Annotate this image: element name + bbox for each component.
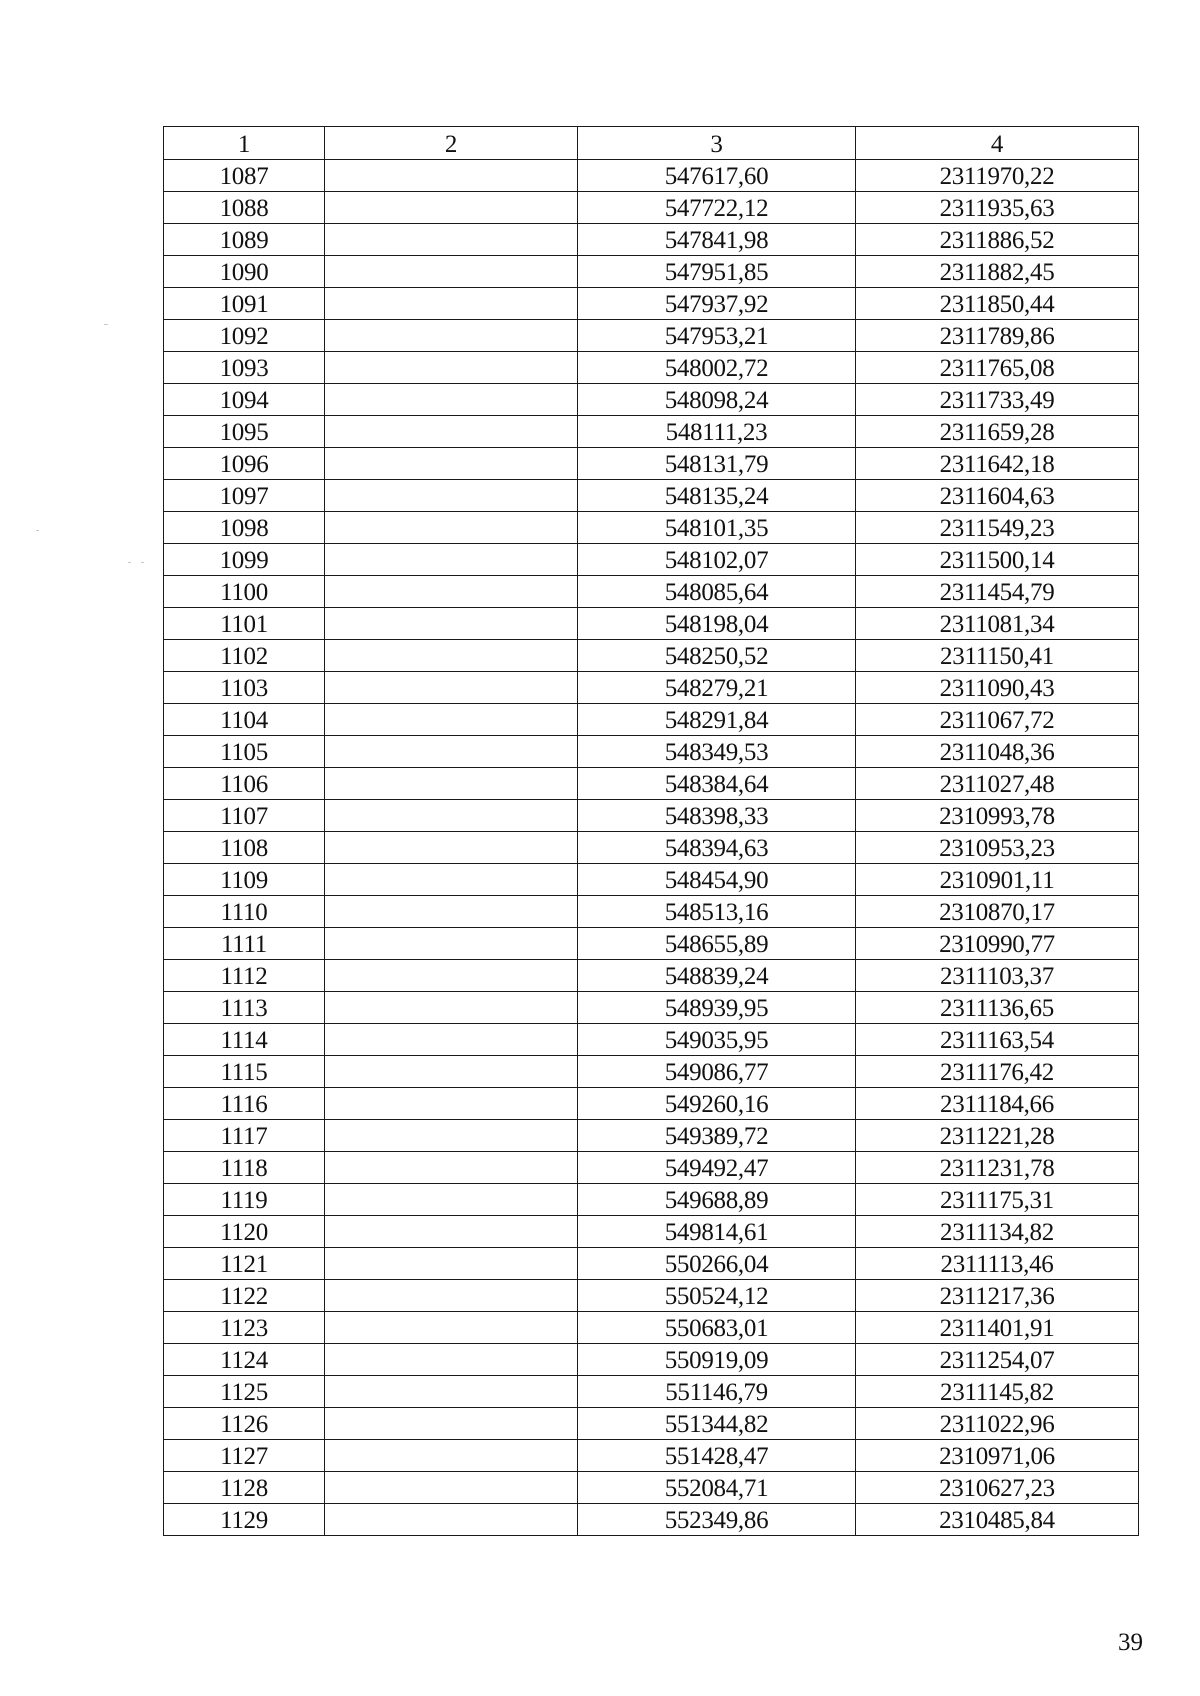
y-coordinate-cell: 2311882,45 bbox=[856, 256, 1139, 288]
y-coordinate-cell: 2311175,31 bbox=[856, 1184, 1139, 1216]
y-coordinate-cell: 2311022,96 bbox=[856, 1408, 1139, 1440]
table-row bbox=[164, 480, 1139, 512]
description-cell bbox=[325, 704, 578, 736]
y-coordinate-cell: 2311113,46 bbox=[856, 1248, 1139, 1280]
table-row bbox=[164, 992, 1139, 1024]
description-cell bbox=[325, 512, 578, 544]
description-cell bbox=[325, 1280, 578, 1312]
description-cell bbox=[325, 768, 578, 800]
x-coordinate-cell: 548655,89 bbox=[578, 928, 856, 960]
x-coordinate-cell: 550524,12 bbox=[578, 1280, 856, 1312]
y-coordinate-cell: 2311642,18 bbox=[856, 448, 1139, 480]
description-cell bbox=[325, 1472, 578, 1504]
point-number-cell: 1129 bbox=[164, 1504, 325, 1536]
description-cell bbox=[325, 1376, 578, 1408]
x-coordinate-cell: 548250,52 bbox=[578, 640, 856, 672]
x-coordinate-cell: 548394,63 bbox=[578, 832, 856, 864]
point-number-cell: 1128 bbox=[164, 1472, 325, 1504]
point-number-cell: 1096 bbox=[164, 448, 325, 480]
y-coordinate-cell: 2311217,36 bbox=[856, 1280, 1139, 1312]
point-number-cell: 1094 bbox=[164, 384, 325, 416]
point-number-cell: 1114 bbox=[164, 1024, 325, 1056]
column-header-2: 2 bbox=[325, 127, 578, 160]
y-coordinate-cell: 2311454,79 bbox=[856, 576, 1139, 608]
x-coordinate-cell: 549688,89 bbox=[578, 1184, 856, 1216]
y-coordinate-cell: 2311659,28 bbox=[856, 416, 1139, 448]
point-number-cell: 1101 bbox=[164, 608, 325, 640]
point-number-cell: 1109 bbox=[164, 864, 325, 896]
table-row bbox=[164, 1472, 1139, 1504]
description-cell bbox=[325, 800, 578, 832]
x-coordinate-cell: 548384,64 bbox=[578, 768, 856, 800]
table-row bbox=[164, 1408, 1139, 1440]
table-row bbox=[164, 960, 1139, 992]
table-row bbox=[164, 1216, 1139, 1248]
table-row bbox=[164, 416, 1139, 448]
y-coordinate-cell: 2311136,65 bbox=[856, 992, 1139, 1024]
point-number-cell: 1120 bbox=[164, 1216, 325, 1248]
y-coordinate-cell: 2311733,49 bbox=[856, 384, 1139, 416]
description-cell bbox=[325, 288, 578, 320]
scan-artifact bbox=[36, 530, 39, 531]
point-number-cell: 1098 bbox=[164, 512, 325, 544]
table-row bbox=[164, 384, 1139, 416]
y-coordinate-cell: 2311604,63 bbox=[856, 480, 1139, 512]
description-cell bbox=[325, 416, 578, 448]
x-coordinate-cell: 547841,98 bbox=[578, 224, 856, 256]
column-header-3: 3 bbox=[578, 127, 856, 160]
x-coordinate-cell: 548291,84 bbox=[578, 704, 856, 736]
description-cell bbox=[325, 480, 578, 512]
y-coordinate-cell: 2311231,78 bbox=[856, 1152, 1139, 1184]
table-row bbox=[164, 320, 1139, 352]
table-row bbox=[164, 576, 1139, 608]
description-cell bbox=[325, 1056, 578, 1088]
table-row bbox=[164, 896, 1139, 928]
table-row bbox=[164, 160, 1139, 192]
scan-artifact bbox=[141, 562, 144, 563]
description-cell bbox=[325, 672, 578, 704]
table-row bbox=[164, 928, 1139, 960]
x-coordinate-cell: 549260,16 bbox=[578, 1088, 856, 1120]
point-number-cell: 1103 bbox=[164, 672, 325, 704]
table-body bbox=[164, 160, 1139, 1536]
description-cell bbox=[325, 960, 578, 992]
description-cell bbox=[325, 1440, 578, 1472]
table-row bbox=[164, 1440, 1139, 1472]
point-number-cell: 1112 bbox=[164, 960, 325, 992]
description-cell bbox=[325, 448, 578, 480]
table-row bbox=[164, 1376, 1139, 1408]
x-coordinate-cell: 552084,71 bbox=[578, 1472, 856, 1504]
table-row bbox=[164, 256, 1139, 288]
table-header-row bbox=[164, 127, 1139, 160]
y-coordinate-cell: 2311176,42 bbox=[856, 1056, 1139, 1088]
description-cell bbox=[325, 832, 578, 864]
scan-artifact bbox=[128, 562, 131, 563]
point-number-cell: 1106 bbox=[164, 768, 325, 800]
x-coordinate-cell: 549814,61 bbox=[578, 1216, 856, 1248]
scan-artifact bbox=[104, 324, 108, 325]
x-coordinate-cell: 548454,90 bbox=[578, 864, 856, 896]
description-cell bbox=[325, 1312, 578, 1344]
description-cell bbox=[325, 352, 578, 384]
table-row bbox=[164, 1120, 1139, 1152]
y-coordinate-cell: 2311935,63 bbox=[856, 192, 1139, 224]
table-row bbox=[164, 512, 1139, 544]
point-number-cell: 1122 bbox=[164, 1280, 325, 1312]
y-coordinate-cell: 2310990,77 bbox=[856, 928, 1139, 960]
description-cell bbox=[325, 1408, 578, 1440]
description-cell bbox=[325, 640, 578, 672]
point-number-cell: 1108 bbox=[164, 832, 325, 864]
description-cell bbox=[325, 1504, 578, 1536]
point-number-cell: 1097 bbox=[164, 480, 325, 512]
table-row bbox=[164, 736, 1139, 768]
table-row bbox=[164, 192, 1139, 224]
table-row bbox=[164, 864, 1139, 896]
y-coordinate-cell: 2310485,84 bbox=[856, 1504, 1139, 1536]
description-cell bbox=[325, 1152, 578, 1184]
y-coordinate-cell: 2311886,52 bbox=[856, 224, 1139, 256]
x-coordinate-cell: 549035,95 bbox=[578, 1024, 856, 1056]
description-cell bbox=[325, 224, 578, 256]
table-row bbox=[164, 1056, 1139, 1088]
y-coordinate-cell: 2311150,41 bbox=[856, 640, 1139, 672]
description-cell bbox=[325, 1216, 578, 1248]
point-number-cell: 1113 bbox=[164, 992, 325, 1024]
point-number-cell: 1104 bbox=[164, 704, 325, 736]
table-row bbox=[164, 1248, 1139, 1280]
description-cell bbox=[325, 608, 578, 640]
y-coordinate-cell: 2310627,23 bbox=[856, 1472, 1139, 1504]
table-row bbox=[164, 1088, 1139, 1120]
description-cell bbox=[325, 1248, 578, 1280]
point-number-cell: 1095 bbox=[164, 416, 325, 448]
x-coordinate-cell: 551428,47 bbox=[578, 1440, 856, 1472]
y-coordinate-cell: 2311027,48 bbox=[856, 768, 1139, 800]
table-row bbox=[164, 608, 1139, 640]
description-cell bbox=[325, 192, 578, 224]
point-number-cell: 1089 bbox=[164, 224, 325, 256]
table-row bbox=[164, 544, 1139, 576]
point-number-cell: 1110 bbox=[164, 896, 325, 928]
point-number-cell: 1102 bbox=[164, 640, 325, 672]
point-number-cell: 1115 bbox=[164, 1056, 325, 1088]
table-row bbox=[164, 800, 1139, 832]
description-cell bbox=[325, 384, 578, 416]
y-coordinate-cell: 2311789,86 bbox=[856, 320, 1139, 352]
x-coordinate-cell: 549086,77 bbox=[578, 1056, 856, 1088]
point-number-cell: 1117 bbox=[164, 1120, 325, 1152]
y-coordinate-cell: 2310901,11 bbox=[856, 864, 1139, 896]
x-coordinate-cell: 548111,23 bbox=[578, 416, 856, 448]
point-number-cell: 1124 bbox=[164, 1344, 325, 1376]
x-coordinate-cell: 547937,92 bbox=[578, 288, 856, 320]
table-row bbox=[164, 768, 1139, 800]
table-row bbox=[164, 672, 1139, 704]
point-number-cell: 1121 bbox=[164, 1248, 325, 1280]
point-number-cell: 1125 bbox=[164, 1376, 325, 1408]
x-coordinate-cell: 548349,53 bbox=[578, 736, 856, 768]
point-number-cell: 1118 bbox=[164, 1152, 325, 1184]
x-coordinate-cell: 548102,07 bbox=[578, 544, 856, 576]
point-number-cell: 1099 bbox=[164, 544, 325, 576]
description-cell bbox=[325, 1120, 578, 1152]
table-row bbox=[164, 1280, 1139, 1312]
x-coordinate-cell: 548939,95 bbox=[578, 992, 856, 1024]
x-coordinate-cell: 550919,09 bbox=[578, 1344, 856, 1376]
x-coordinate-cell: 552349,86 bbox=[578, 1504, 856, 1536]
y-coordinate-cell: 2311163,54 bbox=[856, 1024, 1139, 1056]
y-coordinate-cell: 2311081,34 bbox=[856, 608, 1139, 640]
description-cell bbox=[325, 1344, 578, 1376]
x-coordinate-cell: 547722,12 bbox=[578, 192, 856, 224]
coordinates-table bbox=[163, 126, 1139, 1536]
table-row bbox=[164, 832, 1139, 864]
table-row bbox=[164, 1152, 1139, 1184]
table-row bbox=[164, 448, 1139, 480]
x-coordinate-cell: 548002,72 bbox=[578, 352, 856, 384]
y-coordinate-cell: 2311401,91 bbox=[856, 1312, 1139, 1344]
x-coordinate-cell: 548513,16 bbox=[578, 896, 856, 928]
point-number-cell: 1107 bbox=[164, 800, 325, 832]
x-coordinate-cell: 547953,21 bbox=[578, 320, 856, 352]
y-coordinate-cell: 2311500,14 bbox=[856, 544, 1139, 576]
description-cell bbox=[325, 544, 578, 576]
description-cell bbox=[325, 896, 578, 928]
x-coordinate-cell: 550683,01 bbox=[578, 1312, 856, 1344]
y-coordinate-cell: 2311048,36 bbox=[856, 736, 1139, 768]
description-cell bbox=[325, 992, 578, 1024]
table-row bbox=[164, 704, 1139, 736]
description-cell bbox=[325, 320, 578, 352]
table-row bbox=[164, 1184, 1139, 1216]
x-coordinate-cell: 548839,24 bbox=[578, 960, 856, 992]
description-cell bbox=[325, 864, 578, 896]
x-coordinate-cell: 548085,64 bbox=[578, 576, 856, 608]
point-number-cell: 1092 bbox=[164, 320, 325, 352]
description-cell bbox=[325, 160, 578, 192]
description-cell bbox=[325, 928, 578, 960]
y-coordinate-cell: 2310953,23 bbox=[856, 832, 1139, 864]
x-coordinate-cell: 548135,24 bbox=[578, 480, 856, 512]
point-number-cell: 1090 bbox=[164, 256, 325, 288]
point-number-cell: 1088 bbox=[164, 192, 325, 224]
page-number: 39 bbox=[1118, 1629, 1143, 1656]
table-row bbox=[164, 224, 1139, 256]
x-coordinate-cell: 548098,24 bbox=[578, 384, 856, 416]
x-coordinate-cell: 548279,21 bbox=[578, 672, 856, 704]
point-number-cell: 1126 bbox=[164, 1408, 325, 1440]
table-row bbox=[164, 352, 1139, 384]
description-cell bbox=[325, 1088, 578, 1120]
point-number-cell: 1123 bbox=[164, 1312, 325, 1344]
y-coordinate-cell: 2311765,08 bbox=[856, 352, 1139, 384]
y-coordinate-cell: 2311067,72 bbox=[856, 704, 1139, 736]
description-cell bbox=[325, 1024, 578, 1056]
table-row bbox=[164, 1344, 1139, 1376]
description-cell bbox=[325, 576, 578, 608]
table-row bbox=[164, 1312, 1139, 1344]
point-number-cell: 1119 bbox=[164, 1184, 325, 1216]
point-number-cell: 1087 bbox=[164, 160, 325, 192]
y-coordinate-cell: 2310870,17 bbox=[856, 896, 1139, 928]
x-coordinate-cell: 549492,47 bbox=[578, 1152, 856, 1184]
point-number-cell: 1127 bbox=[164, 1440, 325, 1472]
point-number-cell: 1105 bbox=[164, 736, 325, 768]
y-coordinate-cell: 2311103,37 bbox=[856, 960, 1139, 992]
x-coordinate-cell: 551146,79 bbox=[578, 1376, 856, 1408]
description-cell bbox=[325, 1184, 578, 1216]
description-cell bbox=[325, 736, 578, 768]
y-coordinate-cell: 2311090,43 bbox=[856, 672, 1139, 704]
point-number-cell: 1093 bbox=[164, 352, 325, 384]
point-number-cell: 1100 bbox=[164, 576, 325, 608]
table-row bbox=[164, 640, 1139, 672]
y-coordinate-cell: 2311850,44 bbox=[856, 288, 1139, 320]
x-coordinate-cell: 547951,85 bbox=[578, 256, 856, 288]
y-coordinate-cell: 2311254,07 bbox=[856, 1344, 1139, 1376]
y-coordinate-cell: 2311134,82 bbox=[856, 1216, 1139, 1248]
x-coordinate-cell: 548131,79 bbox=[578, 448, 856, 480]
column-header-4: 4 bbox=[856, 127, 1139, 160]
x-coordinate-cell: 551344,82 bbox=[578, 1408, 856, 1440]
x-coordinate-cell: 548398,33 bbox=[578, 800, 856, 832]
point-number-cell: 1111 bbox=[164, 928, 325, 960]
y-coordinate-cell: 2311145,82 bbox=[856, 1376, 1139, 1408]
table-row bbox=[164, 1504, 1139, 1536]
x-coordinate-cell: 547617,60 bbox=[578, 160, 856, 192]
table-row bbox=[164, 288, 1139, 320]
table-row bbox=[164, 1024, 1139, 1056]
description-cell bbox=[325, 256, 578, 288]
point-number-cell: 1116 bbox=[164, 1088, 325, 1120]
x-coordinate-cell: 548198,04 bbox=[578, 608, 856, 640]
y-coordinate-cell: 2310971,06 bbox=[856, 1440, 1139, 1472]
x-coordinate-cell: 550266,04 bbox=[578, 1248, 856, 1280]
y-coordinate-cell: 2311970,22 bbox=[856, 160, 1139, 192]
x-coordinate-cell: 548101,35 bbox=[578, 512, 856, 544]
y-coordinate-cell: 2311549,23 bbox=[856, 512, 1139, 544]
x-coordinate-cell: 549389,72 bbox=[578, 1120, 856, 1152]
y-coordinate-cell: 2311184,66 bbox=[856, 1088, 1139, 1120]
y-coordinate-cell: 2310993,78 bbox=[856, 800, 1139, 832]
point-number-cell: 1091 bbox=[164, 288, 325, 320]
column-header-1: 1 bbox=[164, 127, 325, 160]
y-coordinate-cell: 2311221,28 bbox=[856, 1120, 1139, 1152]
